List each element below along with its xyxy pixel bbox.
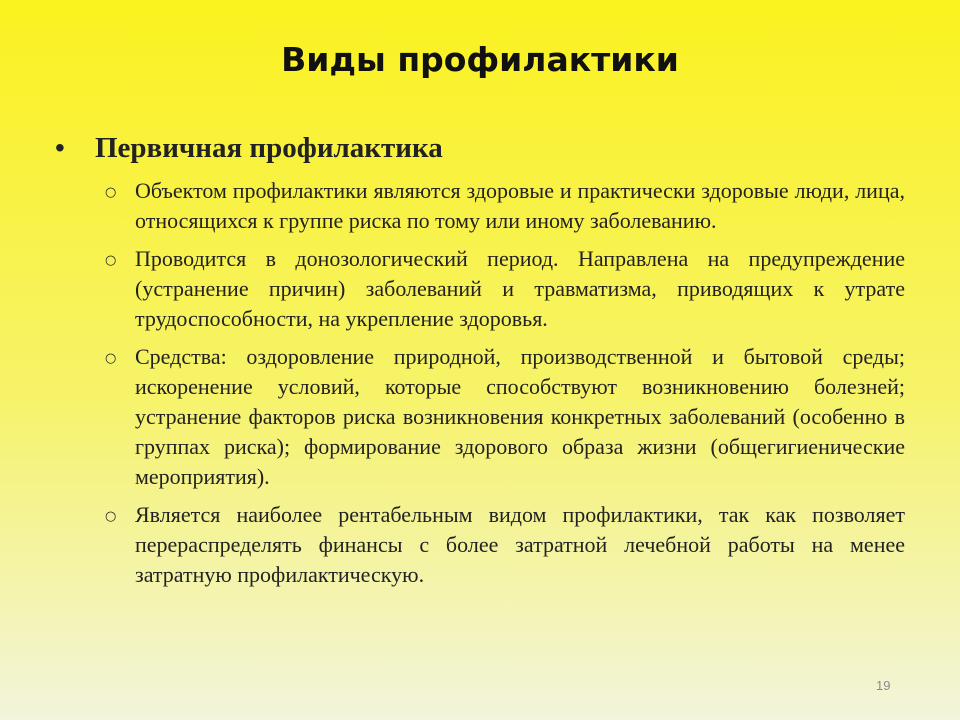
bullet-dot-icon: • xyxy=(55,132,65,163)
list-item xyxy=(105,176,905,236)
list-item xyxy=(105,244,905,334)
bullet-heading-row xyxy=(55,128,905,168)
slide-content xyxy=(55,128,905,598)
hollow-circle-bullet-icon: ○ xyxy=(105,509,117,524)
slide-title: Виды профилактики xyxy=(281,40,679,79)
page-number: 19 xyxy=(876,678,891,693)
list-item-text: Является наиболее рентабельным видом профилактики, так как позволяет перераспределять финансы с более затратной лечебной работы на менее затратную профилактическую. xyxy=(135,502,905,587)
sub-bullet-list xyxy=(105,176,905,590)
list-item-text: Средства: оздоровление природной, производственной и бытовой среды; искоренение условий, которые способствуют возникновению болезней; устранение факторов риска возникновения конкретных заболеваний (особенно в группах риска); формирование здорового образа жизни (общегигиенические мероприятия). xyxy=(135,344,905,489)
section-heading: Первичная профилактика xyxy=(95,132,443,164)
hollow-circle-bullet-icon: ○ xyxy=(105,185,117,200)
list-item-text: Объектом профилактики являются здоровые и практически здоровые люди, лица, относящихся к группе риска по тому или иному заболеванию. xyxy=(135,178,905,233)
list-item xyxy=(105,342,905,492)
hollow-circle-bullet-icon: ○ xyxy=(105,253,117,268)
list-item xyxy=(105,500,905,590)
list-item-text: Проводится в донозологический период. Направлена на предупреждение (устранение причин) заболеваний и травматизма, приводящих к утрате трудоспособности, на укрепление здоровья. xyxy=(135,246,905,331)
hollow-circle-bullet-icon: ○ xyxy=(105,351,117,366)
